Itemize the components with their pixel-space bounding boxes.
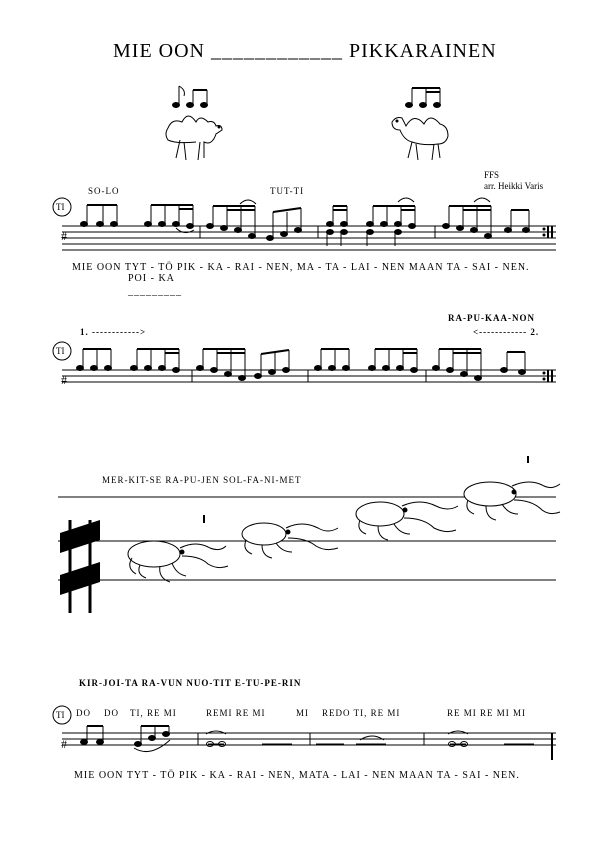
solfa-1: DO xyxy=(76,708,91,718)
crab-3-icon xyxy=(356,502,458,540)
repeat-start-mark: 1. ------------> xyxy=(80,327,147,337)
credit-ffs: FFS xyxy=(484,170,500,180)
rhythm-notation-right xyxy=(406,88,441,108)
svg-text:#: # xyxy=(61,737,67,751)
staff-3 xyxy=(53,706,556,760)
clef-label-2: TI xyxy=(56,346,65,356)
crab-1-icon xyxy=(128,541,228,582)
solfa-2: DO xyxy=(104,708,119,718)
lyrics-line-1: MIE OON TYT - TÖ PIK - KA - RAI - NEN, MA - TA - LAI - NEN MAAN TA - SAI - NEN. xyxy=(72,262,530,273)
clef-label-3: TI xyxy=(56,710,65,720)
credit-arranger: arr. Heikki Varis xyxy=(484,181,544,191)
staff-2 xyxy=(53,342,556,387)
solfa-7: RE MI RE MI MI xyxy=(447,708,526,718)
answer-blank: _________ xyxy=(128,286,182,297)
canon-heading: RA-PU-KAA-NON xyxy=(448,313,535,323)
clef-label-1: TI xyxy=(56,202,65,212)
page-title: MIE OON ____________ PIKKARAINEN xyxy=(113,40,497,62)
tutti-mark: TUT-TI xyxy=(270,186,305,196)
solo-mark: SO-LO xyxy=(88,186,120,196)
staff-1 xyxy=(53,198,556,250)
crab-4-icon xyxy=(464,482,560,520)
camel-right-icon xyxy=(392,118,448,161)
svg-text:#: # xyxy=(61,229,67,243)
solfa-4: REMI RE MI xyxy=(206,708,266,718)
lyrics-line-3: MIE OON TYT - TÖ PIK - KA - RAI - NEN, MATA - LAI - NEN MAAN TA - SAI - NEN. xyxy=(74,770,520,781)
crab-instruction: MER-KIT-SE RA-PU-JEN SOL-FA-NI-MET xyxy=(102,475,302,485)
svg-text:#: # xyxy=(61,373,67,387)
crab-clef-label: TI xyxy=(73,555,85,565)
reverse-heading: KIR-JOI-TA RA-VUN NUO-TIT E-TU-PE-RIN xyxy=(79,678,302,688)
solfa-3: TI, RE MI xyxy=(130,708,177,718)
solfa-5: MI xyxy=(296,708,309,718)
rhythm-notation-left xyxy=(173,86,208,108)
lyrics-line-2: POI - KA xyxy=(128,273,175,284)
crab-staff xyxy=(58,456,556,613)
camel-left-icon xyxy=(166,116,222,160)
solfa-6: REDO TI, RE MI xyxy=(322,708,401,718)
repeat-end-mark: <------------ 2. xyxy=(473,327,540,337)
